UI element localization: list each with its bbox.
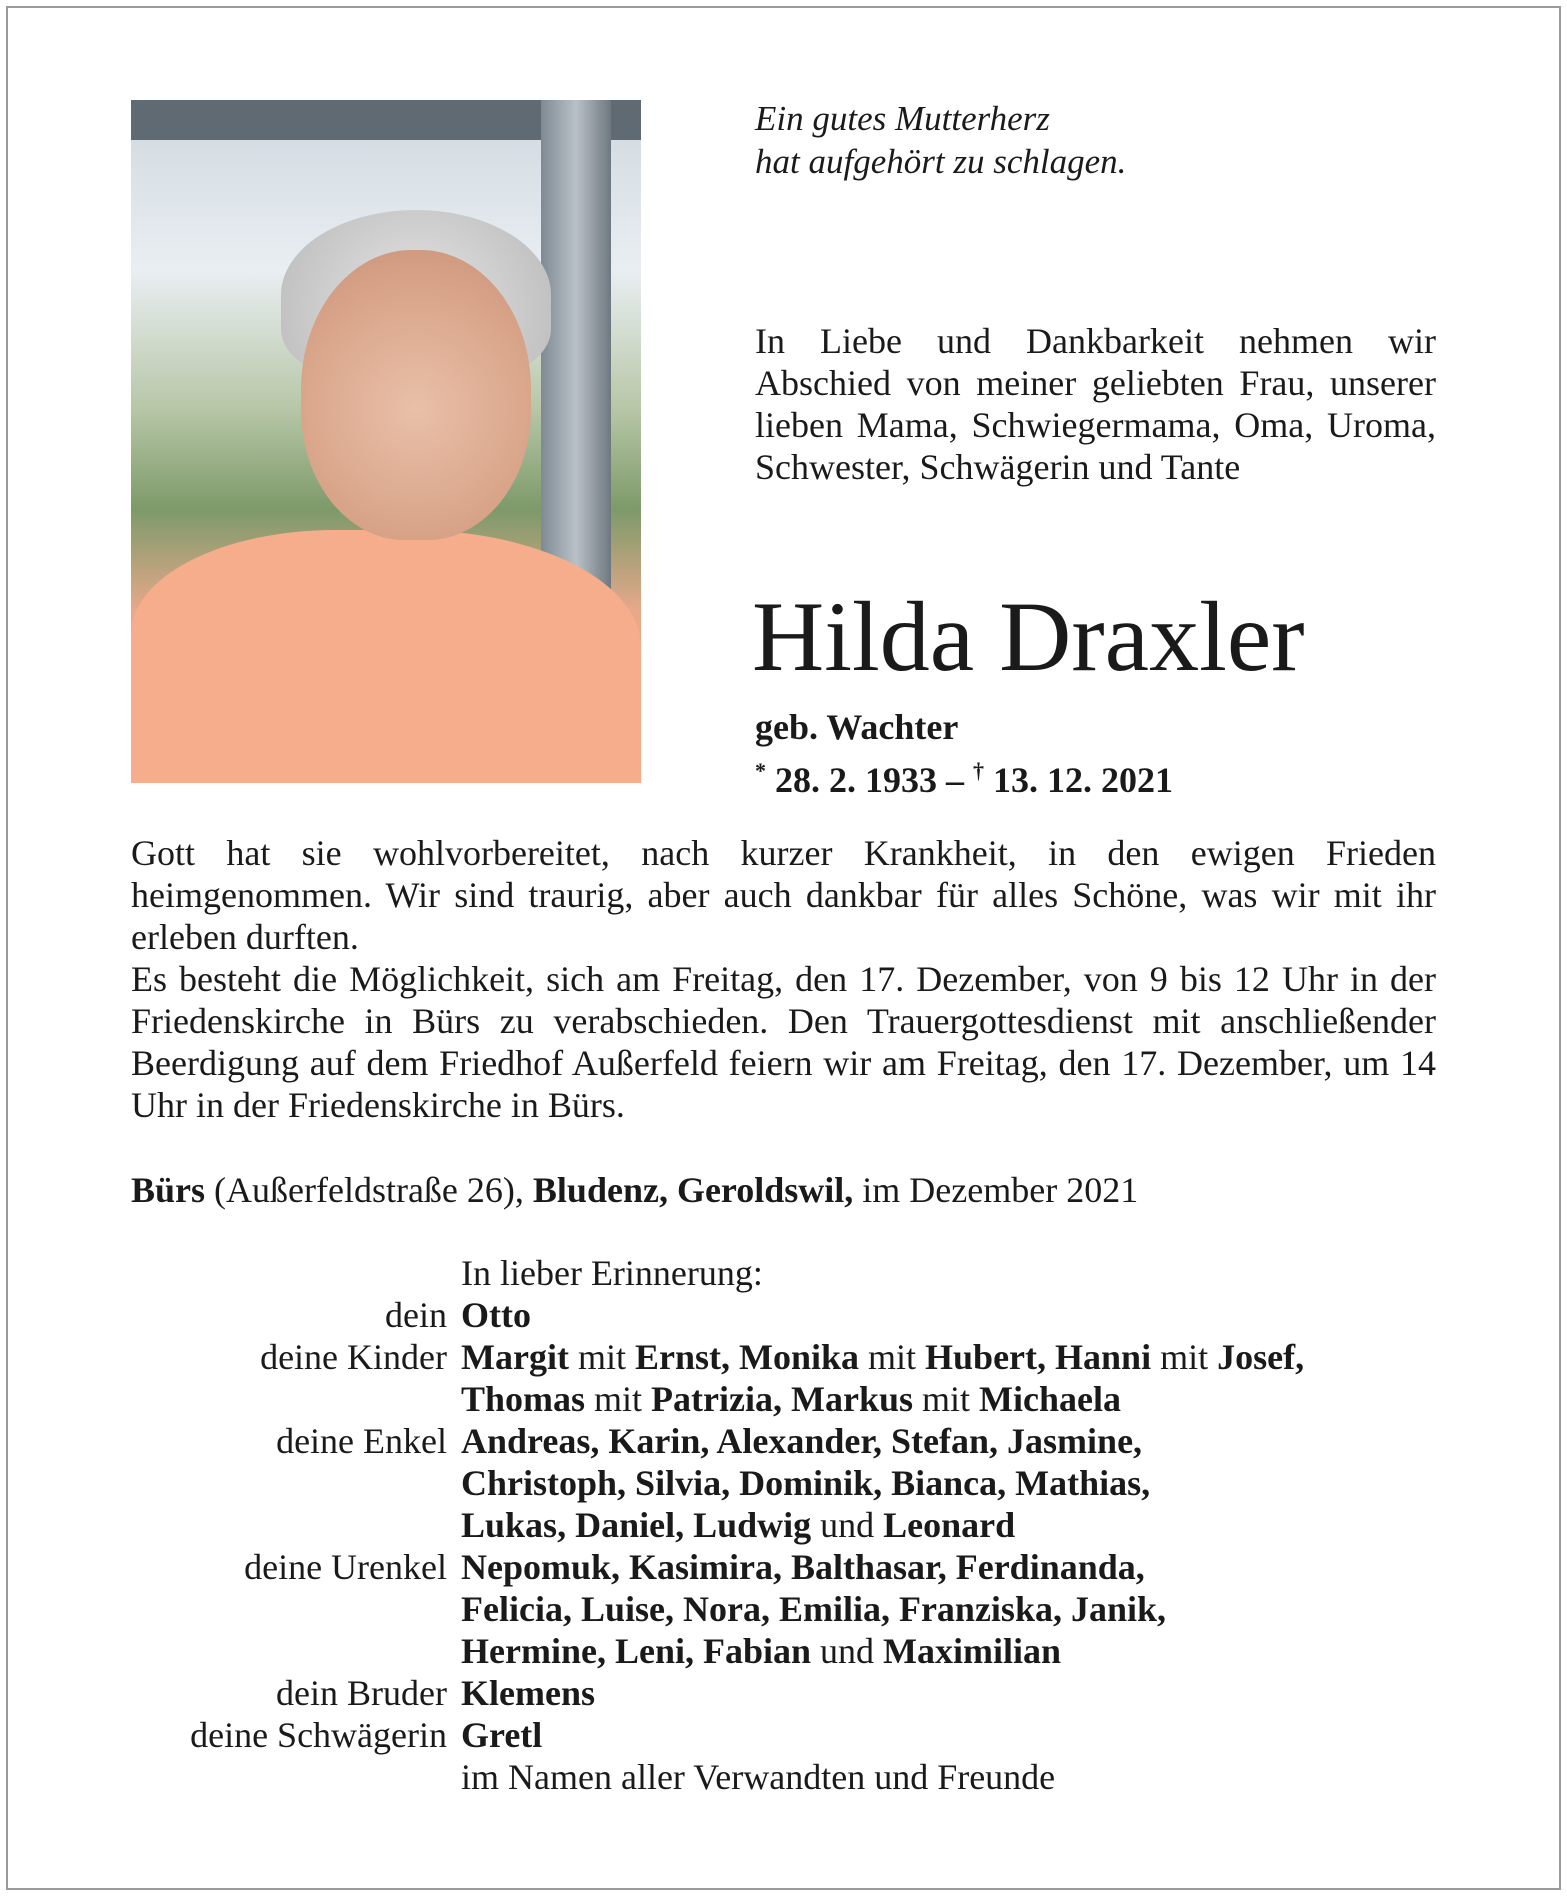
relative-names <box>461 1420 1142 1462</box>
maiden-name: geb. Wachter <box>755 707 959 747</box>
relative-name: Leonard <box>883 1505 1016 1545</box>
relative-names <box>461 1294 531 1336</box>
relative-names <box>461 1714 542 1756</box>
relative-names <box>461 1756 1055 1798</box>
relative-name: Nepomuk, Kasimira, Balthasar, Ferdinanda, <box>461 1547 1145 1587</box>
connector-text: und <box>811 1505 884 1545</box>
relation-label <box>131 1630 461 1672</box>
family-row <box>131 1294 1304 1336</box>
relative-names <box>461 1546 1145 1588</box>
relation-label <box>131 1588 461 1630</box>
relation-label <box>131 1378 461 1420</box>
relative-names <box>461 1630 1061 1672</box>
family-row <box>131 1714 1304 1756</box>
death-symbol: † <box>973 758 984 783</box>
place-town: Bürs <box>131 1170 206 1210</box>
relative-names <box>461 1672 595 1714</box>
death-date: 13. 12. 2021 <box>993 760 1173 800</box>
connector-text: mit <box>913 1379 980 1419</box>
connector-text: mit <box>585 1379 652 1419</box>
family-row <box>131 1546 1304 1588</box>
quote-line: hat aufgehört zu schlagen. <box>755 142 1127 181</box>
relative-names <box>461 1462 1150 1504</box>
family-row <box>131 1672 1304 1714</box>
relation-label: dein Bruder <box>276 1673 447 1713</box>
relative-name: Michaela <box>979 1379 1121 1419</box>
relative-name: Klemens <box>461 1673 595 1713</box>
relation-label: deine Urenkel <box>244 1547 447 1587</box>
relation-label: deine Kinder <box>260 1337 447 1377</box>
birth-symbol: * <box>755 758 766 783</box>
relation-label <box>131 1504 461 1546</box>
connector-text: mit <box>1151 1337 1218 1377</box>
relation-label: dein <box>385 1295 447 1335</box>
relation-label <box>131 1462 461 1504</box>
family-row <box>131 1336 1304 1378</box>
body-paragraph: Es besteht die Möglichkeit, sich am Freitag, den 17. Dezember, von 9 bis 12 Uhr in der Friedenskirche in Bürs zu verabschieden. Den Trauergottesdienst mit anschließender Beerdigung auf dem Friedhof Außerfeld feiern wir am Freitag, den 17. Dezember, um 14 Uhr in der Friedenskirche in Bürs. <box>131 959 1436 1125</box>
family-row <box>131 1504 1304 1546</box>
quote-line: Ein gutes Mutterherz <box>755 99 1050 138</box>
family-list <box>131 1252 1304 1798</box>
family-row <box>131 1630 1304 1672</box>
relative-name: Margit <box>461 1337 569 1377</box>
place-line <box>131 1168 1138 1212</box>
connector-text: mit <box>859 1337 926 1377</box>
relative-name: Ernst, Monika <box>634 1337 860 1377</box>
family-heading: In lieber Erinnerung: <box>461 1253 763 1293</box>
relative-names <box>461 1378 1121 1420</box>
life-dates <box>755 749 1173 802</box>
relative-name: Gretl <box>461 1715 543 1755</box>
family-row <box>131 1588 1304 1630</box>
dash: – <box>946 760 964 800</box>
connector-text: im Namen aller Verwandten und Freunde <box>461 1757 1056 1797</box>
relative-name: Josef, <box>1217 1337 1305 1377</box>
relative-name: Hubert, Hanni <box>925 1337 1152 1377</box>
family-row <box>131 1756 1304 1798</box>
birth-date: 28. 2. 1933 <box>775 760 937 800</box>
intro-text: In Liebe und Dankbarkeit nehmen wir Abschied von meiner geliebten Frau, unserer lieben Mama, Schwiegermama, Oma, Uroma, Schwester, Schwägerin und Tante <box>755 321 1436 487</box>
relative-name: Otto <box>461 1295 531 1335</box>
place-address: (Außerfeldstraße 26), <box>205 1170 533 1210</box>
body-text <box>131 832 1436 1126</box>
relative-names <box>461 1336 1304 1378</box>
relation-label: deine Schwägerin <box>190 1715 447 1755</box>
relative-name: Felicia, Luise, Nora, Emilia, Franziska, Janik, <box>461 1589 1167 1629</box>
relative-name: Thomas <box>461 1379 586 1419</box>
relative-name: Lukas, Daniel, Ludwig <box>461 1505 812 1545</box>
relative-name: Hermine, Leni, Fabian <box>461 1631 811 1671</box>
portrait-photo <box>131 100 641 783</box>
relation-label: deine Enkel <box>276 1421 447 1461</box>
relative-name: Christoph, Silvia, Dominik, Bianca, Mathias, <box>461 1463 1151 1503</box>
relative-name: Patrizia, Markus <box>651 1379 913 1419</box>
family-row <box>131 1420 1304 1462</box>
relative-name: Maximilian <box>883 1631 1061 1671</box>
family-row <box>131 1462 1304 1504</box>
connector-text: und <box>811 1631 883 1671</box>
family-row <box>131 1378 1304 1420</box>
relative-names <box>461 1588 1166 1630</box>
quote <box>755 97 1126 183</box>
deceased-name: Hilda Draxler <box>752 581 1305 692</box>
body-paragraph: Gott hat sie wohlvorbereitet, nach kurzer Krankheit, in den ewigen Frieden heimgenommen. Wir sind traurig, aber auch dankbar für alles Schöne, was wir mit ihr erleben durften. <box>131 833 1436 957</box>
place-towns: Bludenz, Geroldswil, <box>532 1170 854 1210</box>
relative-names <box>461 1504 1015 1546</box>
connector-text: mit <box>568 1337 635 1377</box>
place-date: im Dezember 2021 <box>853 1170 1139 1210</box>
relation-label <box>131 1756 461 1798</box>
relative-name: Andreas, Karin, Alexander, Stefan, Jasmine, <box>461 1421 1143 1461</box>
